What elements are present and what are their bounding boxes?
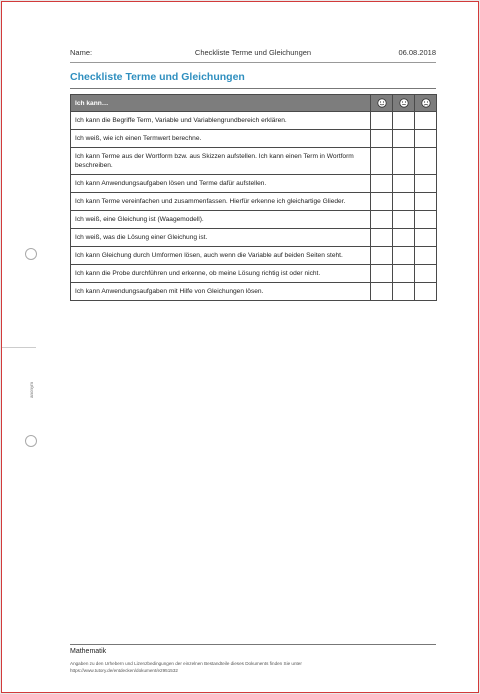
table-row (71, 175, 437, 193)
page-title: Checkliste Terme und Gleichungen (70, 71, 245, 83)
smiley-neutral-header (393, 95, 415, 112)
checklist-table (70, 94, 437, 301)
rating-cell-sad[interactable] (415, 211, 437, 229)
rating-cell-happy[interactable] (371, 193, 393, 211)
side-label: anonym (29, 381, 34, 398)
table-row (71, 193, 437, 211)
rating-cell-neutral[interactable] (393, 247, 415, 265)
header-date: 06.08.2018 (398, 48, 436, 57)
checklist-item-text: Ich kann Anwendungsaufgaben mit Hilfe von Gleichungen lösen. (71, 283, 371, 301)
rating-cell-happy[interactable] (371, 211, 393, 229)
table-row (71, 247, 437, 265)
rating-cell-neutral[interactable] (393, 211, 415, 229)
rating-cell-sad[interactable] (415, 175, 437, 193)
rating-cell-neutral[interactable] (393, 229, 415, 247)
document-page (1, 1, 479, 693)
rating-cell-sad[interactable] (415, 247, 437, 265)
header-divider (70, 62, 436, 63)
rating-cell-sad[interactable] (415, 229, 437, 247)
rating-cell-happy[interactable] (371, 265, 393, 283)
rating-cell-happy[interactable] (371, 130, 393, 148)
page-header (70, 48, 436, 60)
rating-cell-neutral[interactable] (393, 130, 415, 148)
fold-mark (2, 347, 36, 348)
rating-cell-happy[interactable] (371, 175, 393, 193)
table-row (71, 283, 437, 301)
table-row (71, 265, 437, 283)
footer-subject: Mathematik (70, 648, 107, 655)
smiley-sad-icon (421, 98, 431, 108)
table-row (71, 112, 437, 130)
footer-divider (70, 644, 436, 645)
header-doc-title: Checkliste Terme und Gleichungen (194, 48, 312, 57)
checklist-item-text: Ich weiß, eine Gleichung ist (Waagemodell). (71, 211, 371, 229)
rating-cell-sad[interactable] (415, 112, 437, 130)
table-row (71, 229, 437, 247)
rating-cell-neutral[interactable] (393, 265, 415, 283)
rating-cell-sad[interactable] (415, 193, 437, 211)
rating-cell-sad[interactable] (415, 265, 437, 283)
rating-cell-sad[interactable] (415, 283, 437, 301)
smiley-happy-icon (377, 98, 387, 108)
punch-hole-mark (25, 435, 37, 447)
checklist-item-text: Ich kann Gleichung durch Umformen lösen, auch wenn die Variable auf beiden Seiten steht. (71, 247, 371, 265)
smiley-sad-header (415, 95, 437, 112)
smiley-neutral-icon (399, 98, 409, 108)
rating-cell-happy[interactable] (371, 229, 393, 247)
checklist-item-text: Ich kann Terme aus der Wortform bzw. aus Skizzen aufstellen. Ich kann einen Term in Wortform beschreiben. (71, 148, 371, 175)
checklist-item-text: Ich kann Terme vereinfachen und zusammenfassen. Hierfür erkenne ich gleichartige Glieder. (71, 193, 371, 211)
punch-hole-mark (25, 248, 37, 260)
rating-cell-happy[interactable] (371, 283, 393, 301)
footer-license-url[interactable]: https://www.tutory.de/entdecken/dokument/e2951532 (70, 668, 178, 673)
rating-cell-neutral[interactable] (393, 112, 415, 130)
table-row (71, 211, 437, 229)
rating-cell-happy[interactable] (371, 247, 393, 265)
checklist-item-text: Ich kann die Begriffe Term, Variable und Variablengrundbereich erklären. (71, 112, 371, 130)
rating-cell-neutral[interactable] (393, 193, 415, 211)
title-divider (70, 88, 436, 89)
rating-cell-happy[interactable] (371, 148, 393, 175)
table-header-label: Ich kann… (71, 95, 371, 112)
rating-cell-neutral[interactable] (393, 148, 415, 175)
table-row (71, 130, 437, 148)
rating-cell-happy[interactable] (371, 112, 393, 130)
checklist-item-text: Ich kann Anwendungsaufgaben lösen und Terme dafür aufstellen. (71, 175, 371, 193)
footer-license-text: Angaben zu den Urhebern und Lizenzbedingungen der einzelnen Bestandteile dieses Dokuments finden Sie unter (70, 661, 302, 666)
rating-cell-neutral[interactable] (393, 283, 415, 301)
checklist-item-text: Ich weiß, wie ich einen Termwert berechne. (71, 130, 371, 148)
table-header-row (71, 95, 437, 112)
name-label: Name: (70, 48, 93, 57)
checklist-item-text: Ich weiß, was die Lösung einer Gleichung ist. (71, 229, 371, 247)
table-row (71, 148, 437, 175)
smiley-happy-header (371, 95, 393, 112)
checklist-item-text: Ich kann die Probe durchführen und erkenne, ob meine Lösung richtig ist oder nicht. (71, 265, 371, 283)
rating-cell-neutral[interactable] (393, 175, 415, 193)
rating-cell-sad[interactable] (415, 130, 437, 148)
rating-cell-sad[interactable] (415, 148, 437, 175)
